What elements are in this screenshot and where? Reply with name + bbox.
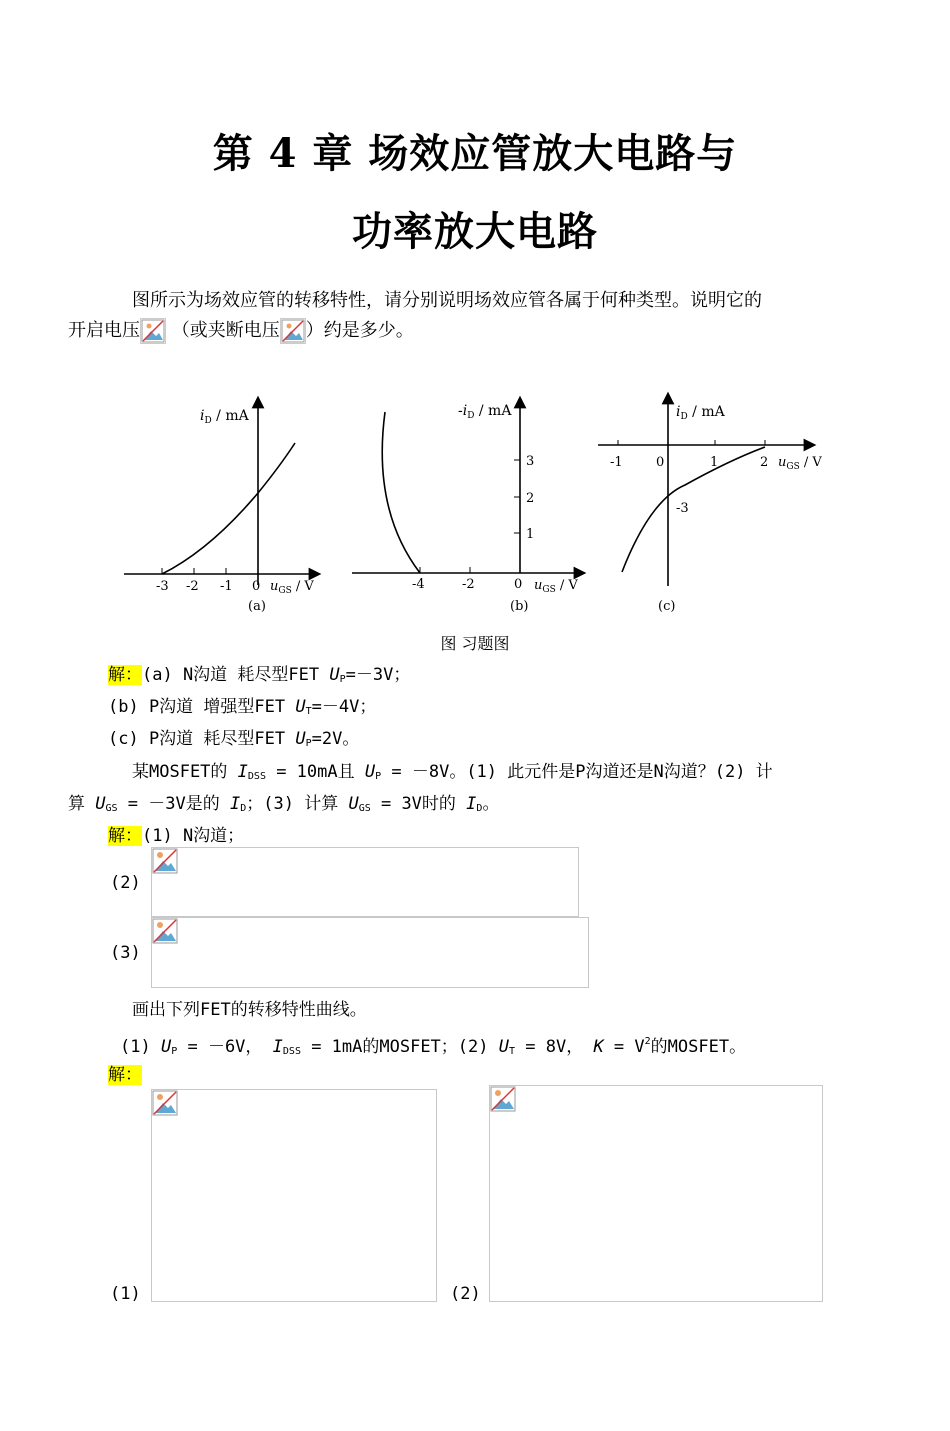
ans2-image-3: [151, 917, 589, 988]
ans2-image-2: [151, 847, 579, 917]
q2-var-i: I: [237, 762, 248, 782]
q3-text: = 8V，: [515, 1037, 594, 1057]
q2-text: ；(3) 计算: [246, 794, 349, 814]
graph-a-tick: -1: [220, 579, 233, 594]
ans2-label-3: (3): [110, 943, 141, 963]
ans1-c-text: (c) P沟道 耗尽型FET: [108, 729, 296, 749]
q2-text: 某MOSFET的: [132, 762, 238, 782]
q2-text: = －8V。(1) 此元件是P沟道还是N沟道？(2) 计: [381, 762, 773, 782]
ans1-b-sub: T: [305, 706, 312, 717]
graph-c-xtick: 2: [760, 455, 769, 470]
q3-text: = －6V，: [177, 1037, 273, 1057]
q3-text: 的MOSFET。: [650, 1037, 747, 1057]
graph-b-xtick: -4: [412, 577, 425, 592]
graph-b-ytick: 1: [526, 527, 535, 542]
graph-c-xtick: 0: [656, 455, 665, 470]
graph-a-ylabel-unit: / mA: [211, 408, 249, 424]
graph-a-tick: -3: [156, 579, 169, 594]
q2-text: = －3V是的: [117, 794, 230, 814]
graph-a-ylabel-sub: D: [204, 416, 212, 426]
graph-c-curve: [622, 447, 765, 572]
graph-b-curve: [382, 412, 420, 573]
graph-b-xtick: 0: [514, 577, 523, 592]
ans1-a-var: U: [329, 665, 340, 685]
q1-text-part1: 开启电压: [68, 320, 140, 341]
graph-b-ytick: 2: [526, 491, 535, 506]
ans1-c-val: =2V。: [311, 729, 360, 749]
broken-image-icon: [490, 1086, 516, 1112]
graph-a-curve: [162, 443, 295, 574]
graph-c-xlabel-sub: GS: [786, 462, 800, 472]
graph-b-xlabel-unit: / V: [555, 578, 578, 593]
graph-b-ylabel-sub: D: [467, 411, 475, 421]
q3-sub-t: T: [508, 1046, 516, 1057]
ans3-image-1: [151, 1089, 437, 1302]
q2-var-u: U: [95, 794, 106, 814]
q3-sub-dss: DSS: [282, 1046, 301, 1057]
graph-c-xlabel-u: u: [778, 455, 787, 470]
graph-c-xtick: 1: [710, 455, 719, 470]
ans1-a-text: (a) N沟道 耗尽型FET: [142, 665, 330, 685]
ans2-label-2: (2): [110, 873, 141, 893]
q3-var-i: I: [272, 1037, 283, 1057]
q3-sup: 2: [644, 1036, 651, 1047]
answer-label: 解：: [108, 665, 142, 685]
svg-text:iD / mA: [676, 404, 726, 422]
ans3-label-1: (1): [110, 1284, 141, 1304]
graph-b-tag: (b): [510, 599, 529, 614]
q1-text-part3: ）约是多少。: [305, 320, 414, 341]
q2-sub-gs: GS: [105, 803, 118, 814]
q3-var-k: K: [593, 1037, 604, 1057]
q2-sub-gs: GS: [358, 803, 371, 814]
graph-a-tick: -2: [186, 579, 199, 594]
figure-caption: 图 习题图: [440, 634, 510, 653]
graph-c-xtick: -1: [610, 455, 623, 470]
ans1-line-a: [108, 660, 410, 695]
graph-c-xlabel-unit: / V: [799, 455, 822, 470]
q2-text: = 10mA且: [265, 762, 365, 782]
q2-var-u: U: [364, 762, 376, 782]
graph-b-ylabel-i: -i: [458, 403, 468, 419]
svg-text:uGS / V: [778, 455, 822, 472]
graph-a-xlabel-sub: GS: [278, 586, 292, 596]
q2-sub-p: P: [375, 771, 382, 782]
q2-text: = 3V时的: [370, 794, 467, 814]
ans2-a1: (1) N沟道；: [142, 826, 245, 846]
graph-c-ylabel-i: i: [676, 404, 681, 420]
svg-text:uGS / V: [270, 579, 314, 596]
graph-c: [598, 398, 822, 614]
ans1-b-text: (b) P沟道 增强型FET: [108, 697, 296, 717]
graph-a: [124, 402, 315, 614]
q1-text-line2: [68, 316, 414, 346]
ans1-b-val: =－4V；: [311, 697, 377, 717]
q2-sub-dss: DSS: [247, 771, 266, 782]
ans1-line-c: [108, 724, 359, 759]
ans1-b-var: U: [295, 697, 306, 717]
graph-b-ylabel-unit: / mA: [474, 403, 512, 419]
graph-b-ytick: 3: [526, 454, 535, 469]
graph-c-ylabel-unit: / mA: [687, 404, 725, 420]
graph-a-xlabel-unit: / V: [291, 579, 314, 594]
q2-text: 。: [482, 794, 500, 814]
q2-sub-d: D: [476, 803, 483, 814]
broken-image-icon: [152, 1090, 178, 1116]
q2-line2: [68, 789, 499, 824]
graph-c-tag: (c): [658, 599, 676, 614]
q2-sub-d: D: [240, 803, 247, 814]
q2-var-i: I: [229, 794, 241, 814]
q2-var-i: I: [466, 794, 477, 814]
q3-text: = 1mA的MOSFET；(2): [300, 1037, 499, 1057]
q3-var-u: U: [498, 1037, 509, 1057]
graph-b-xtick: -2: [462, 577, 475, 592]
graph-b: [352, 402, 580, 614]
graph-a-tick: 0: [252, 579, 261, 594]
q3-title: 画出下列FET的转移特性曲线。: [132, 1000, 367, 1020]
ans1-c-sub: P: [305, 738, 312, 749]
ans3-image-2: [489, 1085, 823, 1302]
ans1-a-sub: P: [339, 674, 346, 685]
broken-image-icon: [140, 318, 166, 344]
q3-var-u: U: [160, 1037, 172, 1057]
ans3-label: [108, 1060, 142, 1090]
broken-image-icon: [280, 318, 306, 344]
q2-text: 算: [68, 794, 96, 814]
ans1-c-var: U: [295, 729, 306, 749]
svg-text:uGS / V: [534, 578, 578, 595]
q1-text-part2: （或夹断电压: [171, 320, 280, 341]
q3-text: = V: [603, 1037, 645, 1057]
graph-a-ylabel-i: i: [200, 408, 205, 424]
ans1-line-b: [108, 692, 376, 727]
svg-text:-iD / mA: [458, 403, 512, 421]
answer-label: 解：: [108, 1065, 142, 1085]
q1-text-line1: 图所示为场效应管的转移特性，请分别说明场效应管各属于何种类型。说明它的: [132, 290, 762, 311]
graph-b-xlabel-u: u: [534, 578, 543, 593]
q2-line1: [132, 757, 773, 792]
broken-image-icon: [152, 848, 178, 874]
ans3-label-2: (2): [450, 1284, 481, 1304]
broken-image-icon: [152, 918, 178, 944]
q3-text: (1): [120, 1037, 161, 1057]
graph-c-ymark: -3: [676, 501, 689, 516]
chapter-title-line1: 第 4 章 场效应管放大电路与: [212, 130, 738, 177]
graph-c-ylabel-sub: D: [680, 412, 688, 422]
q3-sub-p: P: [171, 1046, 178, 1057]
svg-text:iD / mA: [200, 408, 250, 426]
ans1-a-val: =－3V；: [345, 665, 411, 685]
answer-label: 解：: [108, 826, 142, 846]
transfer-characteristic-figure: [110, 390, 840, 625]
graph-a-xlabel-u: u: [270, 579, 279, 594]
graph-a-tag: (a): [248, 599, 266, 614]
q3-line: [120, 1027, 746, 1067]
q2-var-u: U: [348, 794, 359, 814]
chapter-title-line2: 功率放大电路: [352, 208, 598, 255]
graph-b-xlabel-sub: GS: [542, 585, 556, 595]
